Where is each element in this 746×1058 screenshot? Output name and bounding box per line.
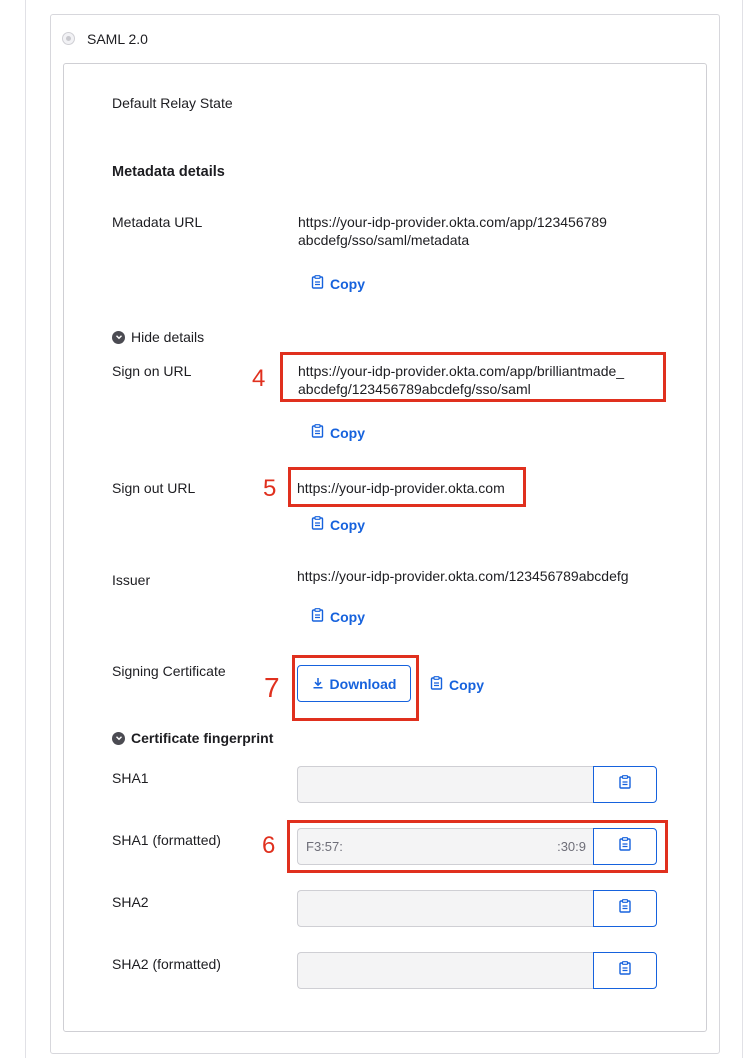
issuer-value: https://your-idp-provider.okta.com/123456789abcdefg xyxy=(297,568,629,584)
download-label: Download xyxy=(329,675,397,692)
sha1-formatted-label: SHA1 (formatted) xyxy=(112,832,221,848)
download-icon xyxy=(312,676,324,692)
sign-on-url-label: Sign on URL xyxy=(112,363,192,379)
copy-label: Copy xyxy=(449,676,484,693)
sign-out-url-copy-button[interactable] xyxy=(311,516,365,533)
sha2-label: SHA2 xyxy=(112,894,149,910)
chevron-down-circle-icon xyxy=(112,732,125,745)
clipboard-icon xyxy=(619,837,631,856)
hide-details-toggle[interactable] xyxy=(112,329,204,345)
step-number-4: 4 xyxy=(252,365,266,392)
chevron-down-circle-icon xyxy=(112,331,125,344)
signing-certificate-copy-button[interactable] xyxy=(430,676,484,693)
step-number-5: 5 xyxy=(263,475,277,502)
default-relay-state-label: Default Relay State xyxy=(112,95,233,111)
metadata-url-copy-button[interactable] xyxy=(311,275,365,292)
signing-certificate-label: Signing Certificate xyxy=(112,663,226,679)
copy-label: Copy xyxy=(330,424,365,441)
certificate-fingerprint-label: Certificate fingerprint xyxy=(131,730,274,746)
metadata-url-line1: https://your-idp-provider.okta.com/app/123456789 xyxy=(298,214,607,230)
certificate-fingerprint-toggle[interactable] xyxy=(112,730,273,746)
clipboard-icon xyxy=(311,424,324,441)
metadata-url-label: Metadata URL xyxy=(112,214,203,230)
copy-label: Copy xyxy=(330,608,365,625)
metadata-url-line2: abcdefg/sso/saml/metadata xyxy=(298,232,470,248)
sha2-formatted-label: SHA2 (formatted) xyxy=(112,956,221,972)
sha1-formatted-value-start: F3:57: xyxy=(306,839,343,854)
issuer-label: Issuer xyxy=(112,572,151,588)
clipboard-icon xyxy=(430,676,443,693)
sha2-formatted-copy-button[interactable] xyxy=(593,952,657,989)
sha1-formatted-value-end: :30:9 xyxy=(557,839,586,854)
issuer-copy-button[interactable] xyxy=(311,608,365,625)
sha1-field[interactable] xyxy=(297,766,594,803)
metadata-details-heading: Metadata details xyxy=(112,164,225,180)
copy-label: Copy xyxy=(330,516,365,533)
sha2-formatted-field[interactable] xyxy=(297,952,594,989)
sign-out-url-label: Sign out URL xyxy=(112,480,196,496)
sha2-field[interactable] xyxy=(297,890,594,927)
copy-label: Copy xyxy=(330,275,365,292)
download-certificate-button[interactable] xyxy=(297,665,411,702)
sha1-formatted-field[interactable] xyxy=(297,828,594,865)
sha1-copy-button[interactable] xyxy=(593,766,657,803)
clipboard-icon xyxy=(311,516,324,533)
sha1-formatted-copy-button[interactable] xyxy=(593,828,657,865)
clipboard-icon xyxy=(619,775,631,794)
sign-on-url-line2: abcdefg/123456789abcdefg/sso/saml xyxy=(298,381,531,397)
sha2-copy-button[interactable] xyxy=(593,890,657,927)
sign-on-url-copy-button[interactable] xyxy=(311,424,365,441)
sign-out-url-value: https://your-idp-provider.okta.com xyxy=(297,480,505,496)
sign-on-url-line1: https://your-idp-provider.okta.com/app/brilliantmade_ xyxy=(298,363,625,379)
saml-settings-box xyxy=(63,63,707,1032)
sha1-label: SHA1 xyxy=(112,770,149,786)
saml-radio-label: SAML 2.0 xyxy=(87,31,148,47)
clipboard-icon xyxy=(311,275,324,292)
step-number-7: 7 xyxy=(264,672,280,703)
saml-radio[interactable] xyxy=(62,32,75,45)
step-number-6: 6 xyxy=(262,832,276,859)
clipboard-icon xyxy=(311,608,324,625)
hide-details-label: Hide details xyxy=(131,329,205,345)
clipboard-icon xyxy=(619,961,631,980)
clipboard-icon xyxy=(619,899,631,918)
